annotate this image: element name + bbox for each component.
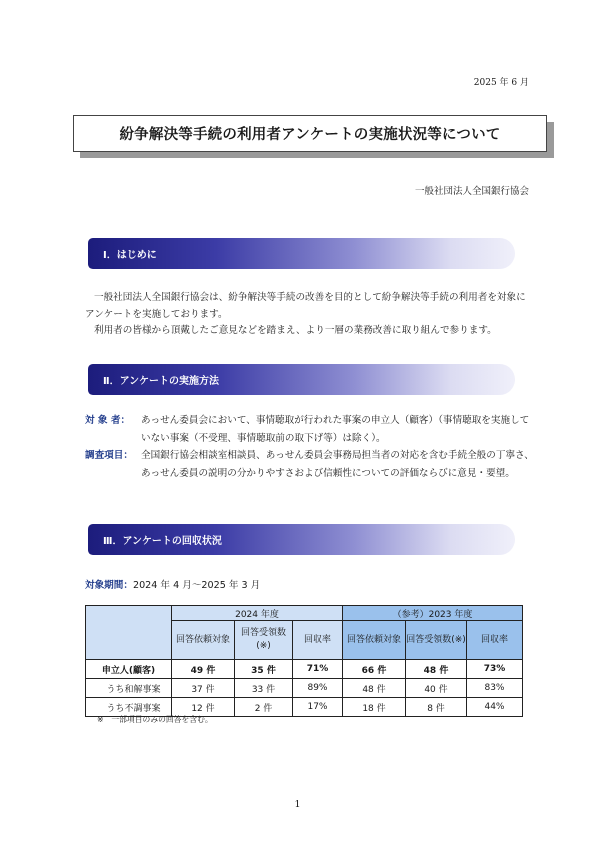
intro-text (85, 290, 535, 340)
cell-rate-2023: 83% (467, 679, 523, 698)
intro-paragraph: 利用者の皆様から頂戴したご意見などを踏まえ、より一層の業務改善に取り組んで参ります。 (94, 325, 497, 336)
cell-request-2024: 37 件 (172, 679, 235, 698)
cell-received-2024: 35 件 (235, 660, 293, 679)
table-row (86, 679, 523, 698)
method-definitions (85, 412, 535, 482)
survey-period (85, 577, 260, 591)
cell-received-2024: 33 件 (235, 679, 293, 698)
cell-received-2023: 40 件 (406, 679, 467, 698)
header-rate-2024: 回収率 (293, 621, 343, 660)
header-received-2024: 回答受領数(※) (235, 621, 293, 660)
row-label: うち和解事案 (86, 679, 172, 698)
document-title: 紛争解決等手続の利用者アンケートの実施状況等について (73, 115, 547, 152)
survey-items-text: 全国銀行協会相談室相談員、あっせん委員会事務局担当者の対応を含む手続全般の丁寧さ、あっせん委員の説明の分かりやすさおよび信頼性についての評価ならびに意見・要望。 (141, 450, 534, 479)
document-date: 2025 年 6 月 (473, 78, 529, 88)
cell-request-2023: 66 件 (343, 660, 406, 679)
header-year-2023: （参考）2023 年度 (343, 606, 523, 621)
cell-request-2023: 48 件 (343, 679, 406, 698)
period-text: 2024 年 4 月～2025 年 3 月 (132, 580, 261, 591)
period-label: 対象期間： (85, 580, 133, 591)
header-request-2024: 回答依頼対象 (172, 621, 235, 660)
cell-request-2024: 12 件 (172, 698, 235, 717)
section-heading-collection: Ⅲ．アンケートの回収状況 (88, 524, 515, 555)
survey-items-label: 調査項目： (85, 450, 133, 461)
cell-rate-2023: 44% (467, 698, 523, 717)
row-label: うち不調事案 (86, 698, 172, 717)
organization-name: 一般社団法人全国銀行協会 (414, 186, 529, 197)
target-label: 対 象 者： (85, 415, 131, 426)
cell-request-2024: 49 件 (172, 660, 235, 679)
row-label: 申立人(顧客) (86, 660, 172, 679)
cell-rate-2023: 73% (467, 660, 523, 679)
table-footnote: ※ 一部項目のみの回答を含む。 (97, 715, 213, 724)
header-rate-2023: 回収率 (467, 621, 523, 660)
table-row (86, 660, 523, 679)
section-heading-intro: Ⅰ．はじめに (88, 238, 515, 269)
section-heading-method: Ⅱ．アンケートの実施方法 (88, 364, 515, 395)
header-request-2023: 回答依頼対象 (343, 621, 406, 660)
header-received-2023: 回答受領数(※) (406, 621, 467, 660)
cell-rate-2024: 89% (293, 679, 343, 698)
cell-received-2023: 8 件 (406, 698, 467, 717)
collection-table (85, 605, 523, 717)
target-text: あっせん委員会において、事情聴取が行われた事案の申立人（顧客）（事情聴取を実施していない事案（不受理、事情聴取前の取下げ等）は除く）。 (141, 415, 530, 444)
cell-rate-2024: 71% (293, 660, 343, 679)
header-year-2024: 2024 年度 (172, 606, 343, 621)
cell-request-2023: 18 件 (343, 698, 406, 717)
table-corner-cell (86, 606, 172, 660)
cell-received-2023: 48 件 (406, 660, 467, 679)
page-number: 1 (294, 799, 301, 810)
cell-received-2024: 2 件 (235, 698, 293, 717)
cell-rate-2024: 17% (293, 698, 343, 717)
intro-paragraph: 一般社団法人全国銀行協会は、紛争解決等手続の改善を目的として紛争解決等手続の利用者を対象にアンケートを実施しております。 (85, 292, 526, 320)
